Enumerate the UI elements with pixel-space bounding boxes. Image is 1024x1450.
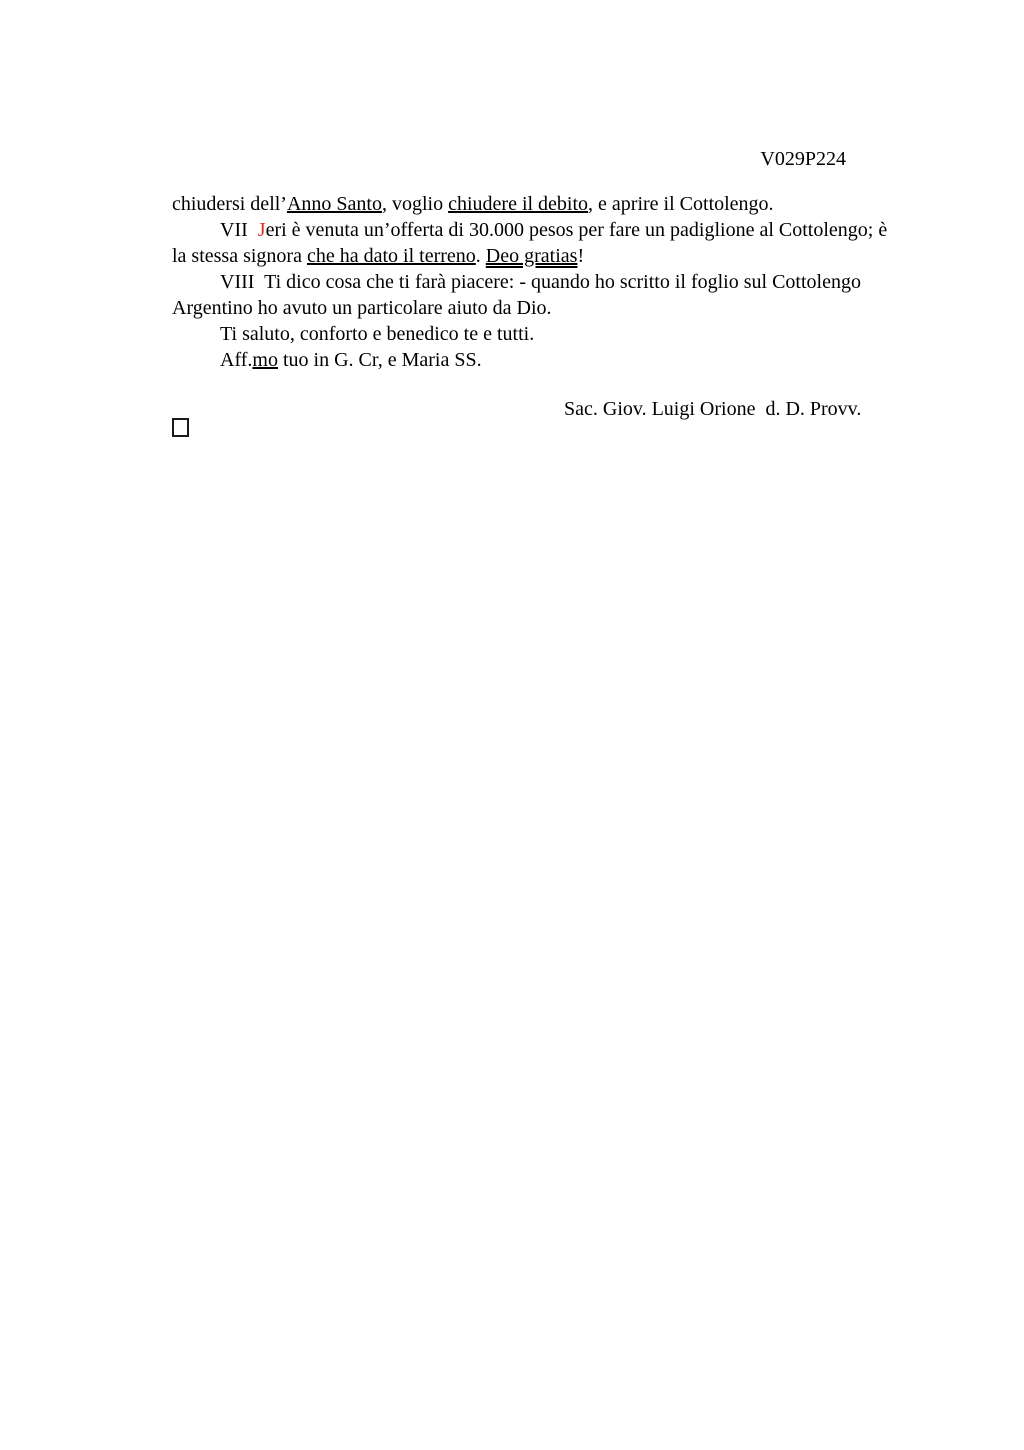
signature-line: Sac. Giov. Luigi Orione d. D. Provv. — [564, 398, 862, 420]
text-segment-underlined: Anno Santo — [286, 193, 382, 215]
text-segment-red-initial: J — [257, 219, 266, 241]
text-segment-underlined: mo — [252, 349, 278, 371]
page-code: V029P224 — [760, 148, 846, 170]
end-marker-square-icon — [172, 418, 189, 437]
text-segment: , e aprire il Cottolengo. — [588, 193, 774, 215]
text-segment: Ti saluto, conforto e benedico te e tutti. — [220, 323, 535, 345]
text-segment: VIII Ti dico cosa che ti farà piacere: - quando ho scritto il foglio sul Cottolengo Argentino ho avuto un particolare aiuto da Dio. — [172, 271, 865, 319]
closing-line — [172, 321, 896, 347]
paragraph-viii — [172, 269, 896, 321]
valediction-line — [172, 347, 896, 373]
paragraph-vii — [172, 217, 896, 269]
paragraph-continuation — [172, 191, 896, 217]
letter-body — [172, 191, 896, 373]
text-segment: . — [475, 245, 486, 267]
text-segment: Aff. — [220, 349, 253, 371]
text-segment-underlined: che ha dato il terreno — [306, 245, 476, 267]
text-segment: ! — [577, 245, 585, 267]
text-segment: VII — [220, 219, 258, 241]
text-segment: tuo in G. Cr, e Maria SS. — [277, 349, 482, 371]
text-segment-underlined: chiudere il debito — [448, 193, 589, 215]
text-segment: eri è venuta un’offerta di 30.000 pesos per fare un padiglione al Cottolengo; è la stessa signora — [172, 219, 893, 267]
text-segment: chiudersi dell’ — [172, 193, 287, 215]
text-segment-double-underlined: Deo gratias — [485, 245, 578, 267]
text-segment: , voglio — [381, 193, 449, 215]
